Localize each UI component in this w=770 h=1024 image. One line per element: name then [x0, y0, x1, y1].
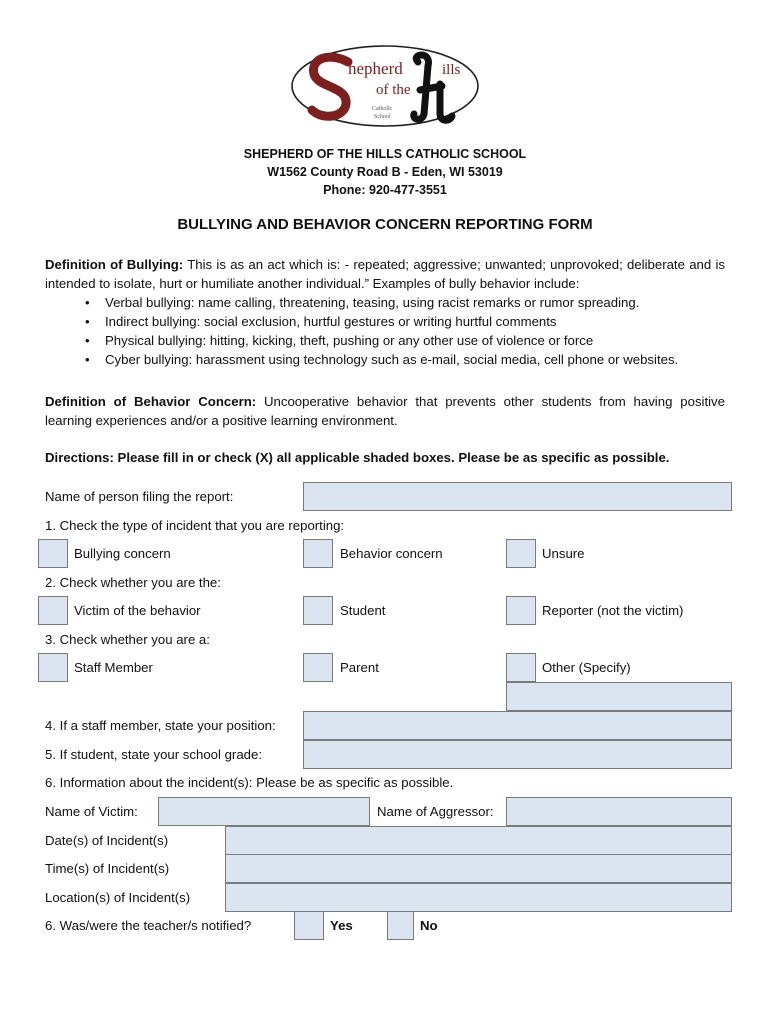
logo-text-of-the: of the: [376, 82, 411, 98]
behavior-concern-checkbox[interactable]: [303, 539, 333, 568]
other-label: Other (Specify): [542, 660, 631, 675]
victim-label: Victim of the behavior: [74, 603, 201, 618]
teacher-notified-no-checkbox[interactable]: [387, 911, 414, 940]
bullying-concern-label: Bullying concern: [74, 546, 171, 561]
list-item: • Physical bullying: hitting, kicking, theft, pushing or any other use of violence or force: [105, 331, 745, 350]
victim-name-field[interactable]: [158, 797, 370, 826]
logo-text-ills: ills: [442, 62, 461, 78]
reporter-checkbox[interactable]: [506, 596, 536, 625]
victim-name-label: Name of Victim:: [45, 804, 138, 819]
behavior-definition: [45, 392, 725, 430]
bullying-def-text: This is as an act which is: - repeated; aggressive; unwanted; unprovoked; deliberate and is intended to isolate, hurt or humiliate another individual.” Examples of bully behavior include:: [45, 257, 725, 291]
list-item: • Verbal bullying: name calling, threatening, teasing, using racist remarks or rumor spreading.: [105, 293, 745, 312]
victim-checkbox[interactable]: [38, 596, 68, 625]
incident-locations-label: Location(s) of Incident(s): [45, 890, 191, 905]
list-item: • Indirect bullying: social exclusion, hurtful gestures or writing hurtful comments: [105, 312, 745, 331]
other-checkbox[interactable]: [506, 653, 536, 682]
incident-dates-field[interactable]: [225, 826, 732, 855]
filer-name-label: Name of person filing the report:: [45, 489, 234, 504]
logo-text-small1: Catholic: [372, 106, 393, 112]
q6-label: 6. Information about the incident(s): Please be as specific as possible.: [45, 775, 454, 790]
logo-text-small2: School: [374, 114, 391, 120]
school-grade-field[interactable]: [303, 740, 732, 769]
staff-member-checkbox[interactable]: [38, 653, 68, 682]
list-item: • Cyber bullying: harassment using technology such as e-mail, social media, cell phone or websites.: [105, 350, 745, 369]
staff-member-label: Staff Member: [74, 660, 153, 675]
bullying-examples-list: [105, 293, 745, 369]
behavior-def-text: Uncooperative behavior that prevents other students from having positive learning experiences and/or a positive learning environment.: [45, 394, 725, 428]
q2-label: 2. Check whether you are the:: [45, 575, 221, 590]
no-label: No: [420, 918, 438, 933]
staff-position-field[interactable]: [303, 711, 732, 740]
school-address: W1562 County Road B - Eden, WI 53019: [267, 165, 503, 179]
q5-label: 5. If student, state your school grade:: [45, 747, 262, 762]
school-name: SHEPHERD OF THE HILLS CATHOLIC SCHOOL: [243, 147, 527, 161]
unsure-label: Unsure: [542, 546, 585, 561]
teacher-notified-label: 6. Was/were the teacher/s notified?: [45, 918, 252, 933]
school-logo: [290, 44, 480, 128]
other-specify-field[interactable]: [506, 682, 732, 711]
school-phone: Phone: 920-477-3551: [323, 183, 447, 197]
parent-label: Parent: [340, 660, 379, 675]
filer-name-field[interactable]: [303, 482, 732, 511]
reporter-label: Reporter (not the victim): [542, 603, 684, 618]
yes-label: Yes: [330, 918, 353, 933]
teacher-notified-yes-checkbox[interactable]: [294, 911, 324, 940]
aggressor-name-label: Name of Aggressor:: [377, 804, 494, 819]
parent-checkbox[interactable]: [303, 653, 333, 682]
aggressor-name-field[interactable]: [506, 797, 732, 826]
q3-label: 3. Check whether you are a:: [45, 632, 210, 647]
behavior-concern-label: Behavior concern: [340, 546, 443, 561]
behavior-def-label: Definition of Behavior Concern:: [45, 394, 257, 409]
q4-label: 4. If a staff member, state your position:: [45, 718, 276, 733]
q1-label: 1. Check the type of incident that you are reporting:: [45, 518, 345, 533]
bullying-concern-checkbox[interactable]: [38, 539, 68, 568]
bullying-definition: [45, 255, 725, 293]
bullying-def-label: Definition of Bullying:: [45, 257, 184, 272]
unsure-checkbox[interactable]: [506, 539, 536, 568]
directions: Directions: Please fill in or check (X) all applicable shaded boxes. Please be as specific as possible.: [45, 450, 670, 465]
incident-dates-label: Date(s) of Incident(s): [45, 833, 169, 848]
incident-times-label: Time(s) of Incident(s): [45, 861, 170, 876]
student-checkbox[interactable]: [303, 596, 333, 625]
logo-text-hepherd: hepherd: [348, 59, 403, 78]
student-label: Student: [340, 603, 386, 618]
form-title: BULLYING AND BEHAVIOR CONCERN REPORTING FORM: [177, 216, 593, 233]
incident-locations-field[interactable]: [225, 883, 732, 912]
incident-times-field[interactable]: [225, 854, 732, 883]
